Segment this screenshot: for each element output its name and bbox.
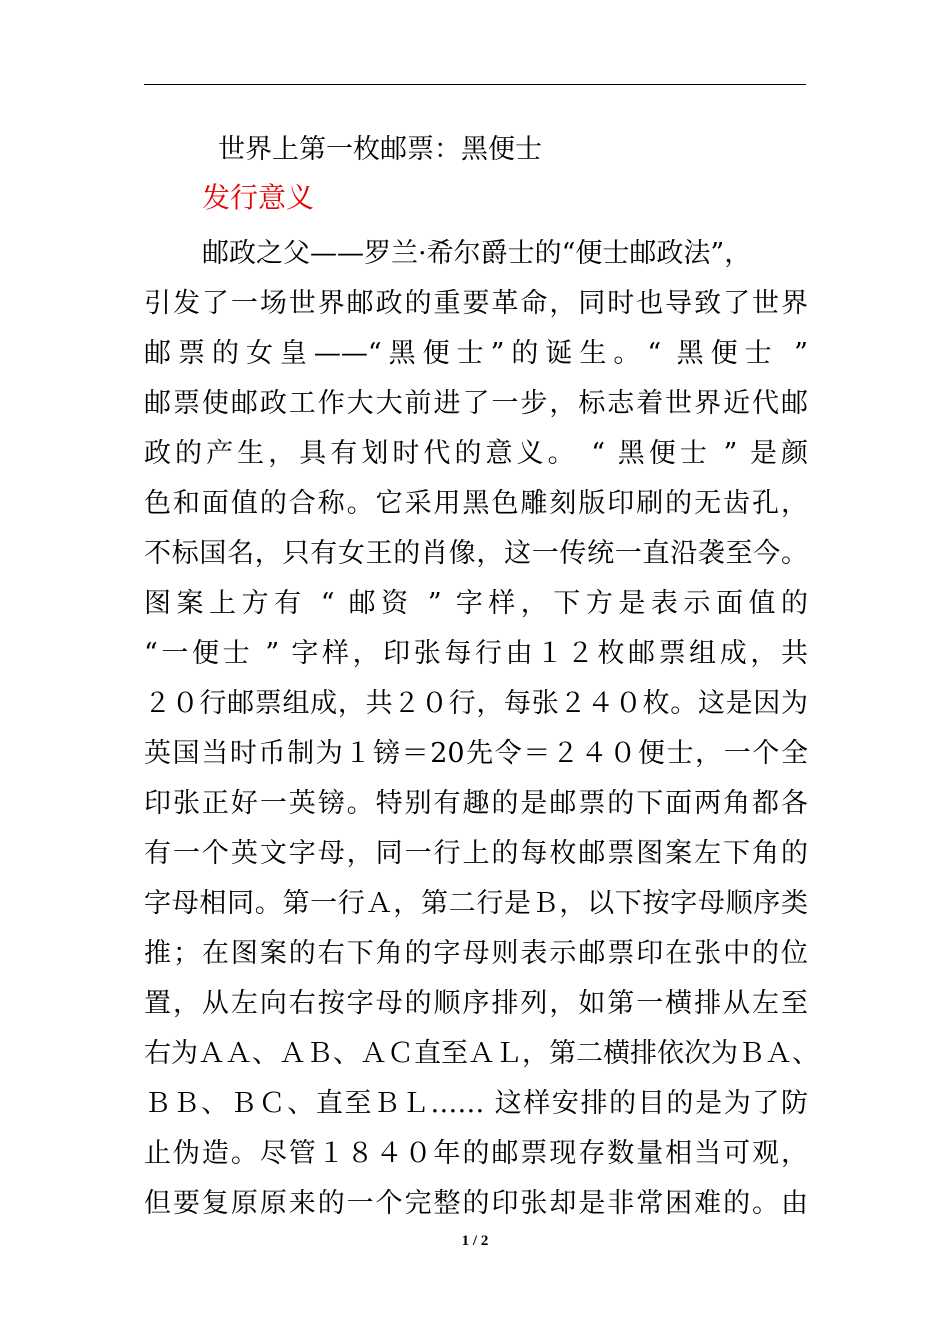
- paragraph-line: 英国当时币制为１镑＝20先令＝２４０便士，一个全: [144, 738, 808, 769]
- paragraph-line: 图案上方有 “ 邮资 ” 字样，下方是表示面值的: [144, 588, 808, 619]
- paragraph-line: 邮政之父——罗兰·希尔爵士的“便士邮政法”，: [202, 238, 752, 269]
- paragraph-line: 右为ＡＡ、ＡＢ、ＡＣ直至ＡＬ，第二横排依次为ＢＡ、: [144, 1038, 819, 1069]
- paragraph-line: 推；在图案的右下角的字母则表示邮票印在张中的位: [144, 938, 808, 969]
- paragraph-line: ２０行邮票组成，共２０行，每张２４０枚。这是因为: [144, 688, 808, 719]
- section-heading: 发行意义: [202, 181, 315, 214]
- paragraph-line: 引发了一场世界邮政的重要革命，同时也导致了世界: [144, 288, 808, 319]
- paragraph-line: 但要复原原来的一个完整的印张却是非常困难的。由: [144, 1188, 808, 1219]
- paragraph-line: 置，从左向右按字母的顺序排列，如第一横排从左至: [144, 988, 808, 1019]
- paragraph-line: ＢＢ、ＢＣ、直至ＢＬ…… 这样安排的目的是为了防: [144, 1088, 808, 1119]
- paragraph-line: 字母相同。第一行Ａ，第二行是Ｂ，以下按字母顺序类: [144, 888, 808, 919]
- body-paragraph: [144, 229, 819, 1229]
- paragraph-line: “一便士 ” 字样，印张每行由１２枚邮票组成，共: [144, 638, 808, 669]
- paragraph-line: 不标国名，只有女王的肖像，这一传统一直沿袭至今。: [144, 538, 808, 569]
- paragraph-line: 政的产生，具有划时代的意义。 “ 黑便士 ” 是颜: [144, 438, 808, 469]
- paragraph-line: 印张正好一英镑。特别有趣的是邮票的下面两角都各: [144, 788, 808, 819]
- paragraph-line: 色和面值的合称。它采用黑色雕刻版印刷的无齿孔，: [144, 488, 808, 519]
- paragraph-line: 止伪造。尽管１８４０年的邮票现存数量相当可观，: [144, 1138, 808, 1169]
- paragraph-line: 有一个英文字母，同一行上的每枚邮票图案左下角的: [144, 838, 808, 869]
- document-title: 世界上第一枚邮票：黑便士: [218, 134, 542, 165]
- header-rule: [144, 84, 806, 85]
- paragraph-line: 邮票使邮政工作大大前进了一步，标志着世界近代邮: [144, 388, 808, 419]
- paragraph-line: 邮票的女皇——“黑便士”的诞生。“ 黑便士 ”: [144, 338, 808, 369]
- page-number: 1 / 2: [461, 1233, 489, 1249]
